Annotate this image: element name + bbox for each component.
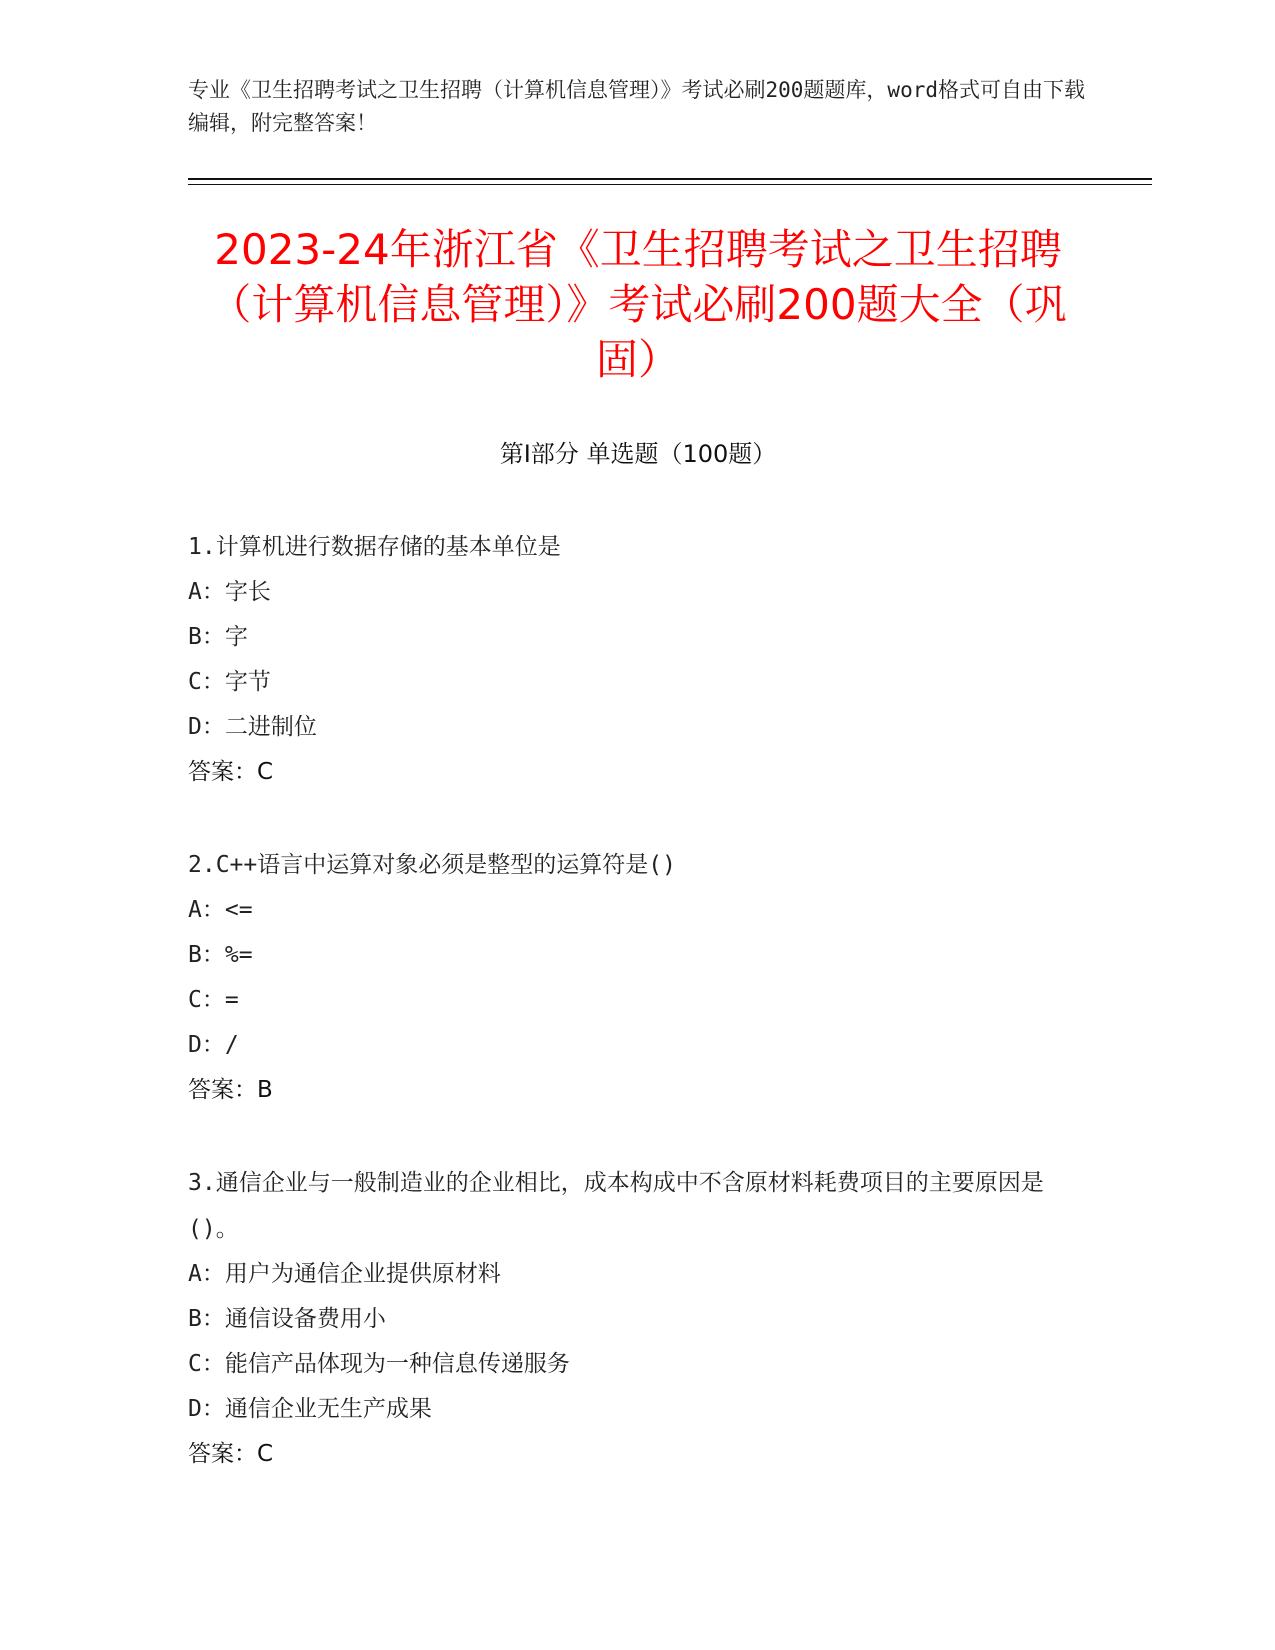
option-b: B：通信设备费用小	[188, 1306, 386, 1332]
option-c: C：=	[188, 987, 239, 1013]
option-d: D：/	[188, 1032, 239, 1058]
option-c: C：能信产品体现为一种信息传递服务	[188, 1351, 570, 1377]
option-d: D：二进制位	[188, 714, 317, 740]
option-d: D：通信企业无生产成果	[188, 1396, 432, 1422]
question-2	[188, 842, 1088, 1113]
question-1	[188, 524, 1088, 795]
option-a: A：<=	[188, 897, 253, 923]
question-stem: 1.计算机进行数据存储的基本单位是	[188, 534, 561, 560]
option-b: B：字	[188, 624, 248, 650]
option-a: A：字长	[188, 579, 271, 605]
section-title: 第Ⅰ部分 单选题（100题）	[499, 440, 777, 468]
answer: 答案：C	[188, 759, 274, 785]
answer: 答案：B	[188, 1077, 273, 1103]
option-c: C：字节	[188, 669, 271, 695]
answer: 答案：C	[188, 1441, 274, 1467]
question-3	[188, 1160, 1088, 1477]
option-a: A：用户为通信企业提供原材料	[188, 1261, 501, 1287]
header-divider-thick	[188, 178, 1152, 180]
option-b: B：%=	[188, 942, 253, 968]
header-divider-thin	[188, 184, 1152, 185]
header-note: 专业《卫生招聘考试之卫生招聘（计算机信息管理）》考试必刷200题题库，word格式可自由下载编辑，附完整答案！	[188, 78, 1085, 135]
question-stem: 2.C++语言中运算对象必须是整型的运算符是()	[188, 852, 676, 878]
question-stem: 3.通信企业与一般制造业的企业相比，成本构成中不含原材料耗费项目的主要原因是()。	[188, 1170, 1044, 1242]
document-title: 2023-24年浙江省《卫生招聘考试之卫生招聘（计算机信息管理）》考试必刷200题大全（巩固）	[209, 225, 1067, 384]
